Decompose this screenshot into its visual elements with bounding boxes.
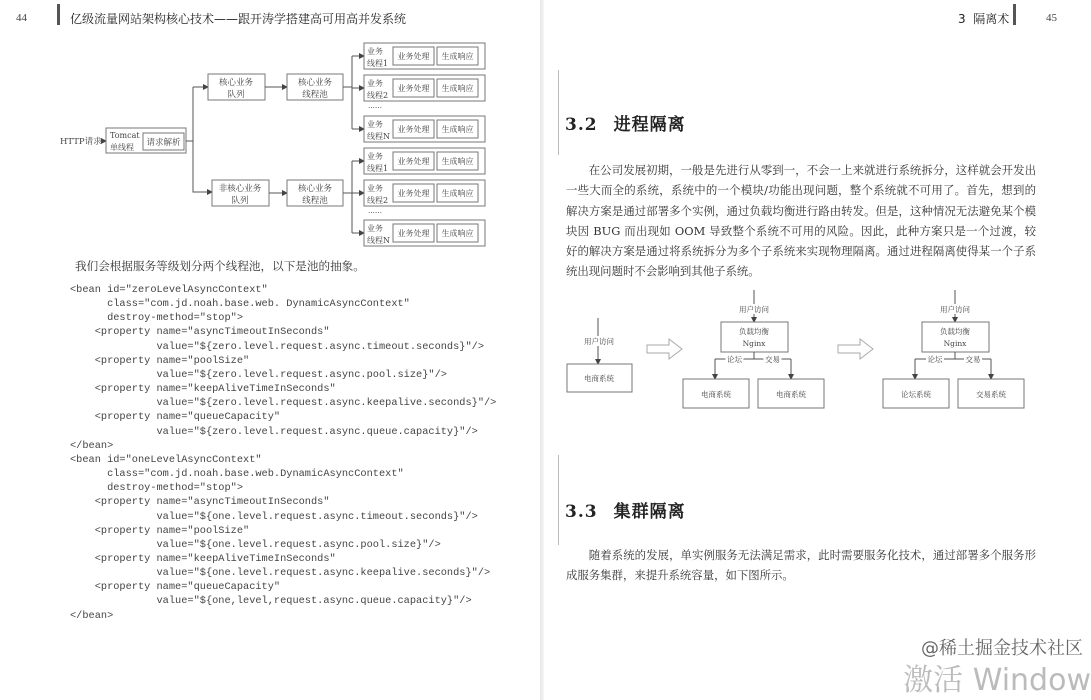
section-heading-3-3: 3.3 集群隔离	[565, 502, 686, 522]
system-label: 交易系统	[976, 390, 1006, 399]
juejin-watermark: @稀土掘金技术社区	[921, 638, 1083, 659]
thread-label: 线程2	[367, 91, 389, 100]
generate-response-label: 生成响应	[441, 52, 474, 61]
thread-pool-label: 核心业务	[297, 78, 333, 88]
route-forum-label: 论坛	[727, 355, 742, 364]
system-label: 电商系统	[701, 390, 731, 399]
thread-label: 业务	[367, 224, 383, 233]
thread-label: 线程N	[367, 236, 390, 245]
header-bar-right	[1013, 4, 1016, 25]
user-access-label: 用户访问	[584, 337, 614, 346]
page-number-right: 45	[1046, 12, 1057, 24]
chapter-number: 3	[958, 12, 966, 26]
generate-response-label: 生成响应	[441, 125, 474, 134]
header-bar	[57, 4, 60, 25]
section-rule	[558, 70, 559, 155]
business-process-label: 业务处理	[397, 189, 430, 198]
business-process-label: 业务处理	[397, 52, 430, 61]
route-forum-label: 论坛	[927, 355, 943, 364]
branch-line	[186, 87, 193, 141]
running-header-right	[958, 10, 1009, 27]
nginx-label: Nginx	[742, 339, 766, 348]
user-access-label: 用户访问	[739, 305, 769, 314]
thread-pool-label: 线程池	[302, 90, 328, 100]
queue-label: 队列	[231, 196, 249, 206]
system-label: 论坛系统	[901, 390, 931, 399]
running-header: 亿级流量网站架构核心技术——跟开涛学搭建高可用高并发系统	[70, 12, 407, 26]
ellipsis: ……	[368, 102, 382, 110]
thread-pool-label: 核心业务	[297, 184, 333, 194]
section-heading-3-2: 3.2 进程隔离	[565, 115, 686, 135]
thread-label: 业务	[367, 79, 383, 88]
section-3-2-body: 在公司发展初期，一般是先进行从零到一，不会一上来就进行系统拆分，这样就会开发出一些大而全的系统，系统中的一个模块/功能出现问题，整个系统就不可用了。首先，想到的解决方案是通过部署多个实例，通过负载均衡进行路由转发。但是，这种情况无法避免某个模块因 BUG 而出现如 OOM 导致整个系统不可用的风险。因此，此种方案只是一个过渡，较好的解决方案是通过将系统拆分为多个子系统来实现物理隔离。通过进程隔离使得某一个子系统出现问题时不会影响到其他子系统。	[566, 163, 1036, 279]
tomcat-thread-label: 单线程	[110, 143, 134, 152]
request-parse-label: 请求解析	[146, 138, 181, 148]
queue-label: 队列	[227, 90, 245, 100]
load-balancer-label: 负载均衡	[940, 327, 970, 336]
windows-activation-watermark: 激活 Window	[903, 663, 1091, 698]
generate-response-label: 生成响应	[441, 84, 474, 93]
nginx-label: Nginx	[943, 339, 967, 348]
business-process-label: 业务处理	[397, 125, 430, 134]
thread-label: 业务	[367, 120, 383, 129]
code-block: <bean id="zeroLevelAsyncContext" class="com.jd.noah.base.web. DynamicAsyncContext" destroy-method="stop"> <property name="asyncTimeoutInSeconds" value="${zero.level.request.async.timeout.seconds}"/> <property name="poolSize" value="${zero.level.request.async.pool.size}"/> <property name="keepAliveTimeInSeconds" value="${zero.level.request.async.keepalive.seconds}"/> <property name="queueCapacity" value="${zero.level.request.async.queue.capacity}"/> </bean> <bean id="oneLevelAsyncContext" class="com.jd.noah.base.web.DynamicAsyncContext" destroy-method="stop"> <property name="asyncTimeoutInSeconds" value="${one.level.request.async.timeout.seconds}"/> <property name="poolSize" value="${one.level.request.async.pool.size}"/> <property name="keepAliveTimeInSeconds" value="${one.level.request.async.keepalive.seconds}"/> <property name="queueCapacity" value="${one,level,request.async.queue.capacity}"/> </bean>	[70, 284, 497, 622]
generate-response-label: 生成响应	[441, 189, 474, 198]
user-access-label: 用户访问	[940, 305, 970, 314]
ellipsis: ……	[368, 207, 382, 215]
system-label: 电商系统	[584, 374, 614, 383]
http-request-label: HTTP请求	[60, 137, 102, 147]
transition-arrow-icon	[647, 339, 682, 359]
route-trade-label: 交易	[765, 355, 780, 364]
thread-label: 线程1	[367, 164, 389, 173]
arrow	[193, 141, 212, 192]
load-balancer-label: 负载均衡	[739, 327, 769, 336]
page-number-left: 44	[16, 12, 27, 24]
section-3-3-body: 随着系统的发展，单实例服务无法满足需求，此时需要服务化技术，通过部署多个服务形成服务集群，来提升系统容量，如下图所示。	[566, 548, 1036, 583]
route-trade-label: 交易	[965, 355, 981, 364]
thread-label: 业务	[367, 152, 383, 161]
queue-label: 非核心业务	[218, 184, 262, 194]
thread-pool-label: 线程池	[302, 196, 328, 206]
transition-arrow-icon	[838, 339, 873, 359]
generate-response-label: 生成响应	[441, 157, 474, 166]
business-process-label: 业务处理	[397, 157, 430, 166]
thread-label: 线程2	[367, 196, 389, 205]
thread-pool-diagram	[0, 35, 540, 250]
thread-label: 业务	[367, 47, 383, 56]
system-label: 电商系统	[776, 390, 806, 399]
queue-label: 核心业务	[218, 78, 254, 88]
thread-label: 业务	[367, 184, 383, 193]
process-isolation-diagram	[545, 285, 1091, 415]
intro-text: 我们会根据服务等级划分两个线程池，以下是池的抽象。	[75, 259, 365, 273]
business-process-label: 业务处理	[397, 229, 430, 238]
generate-response-label: 生成响应	[441, 229, 474, 238]
section-rule	[558, 455, 559, 545]
book-gutter	[540, 0, 544, 700]
chapter-title: 隔离术	[973, 12, 1010, 26]
business-process-label: 业务处理	[397, 84, 430, 93]
thread-label: 线程1	[367, 59, 389, 68]
thread-label: 线程N	[367, 132, 390, 141]
tomcat-label: Tomcat	[110, 131, 140, 140]
